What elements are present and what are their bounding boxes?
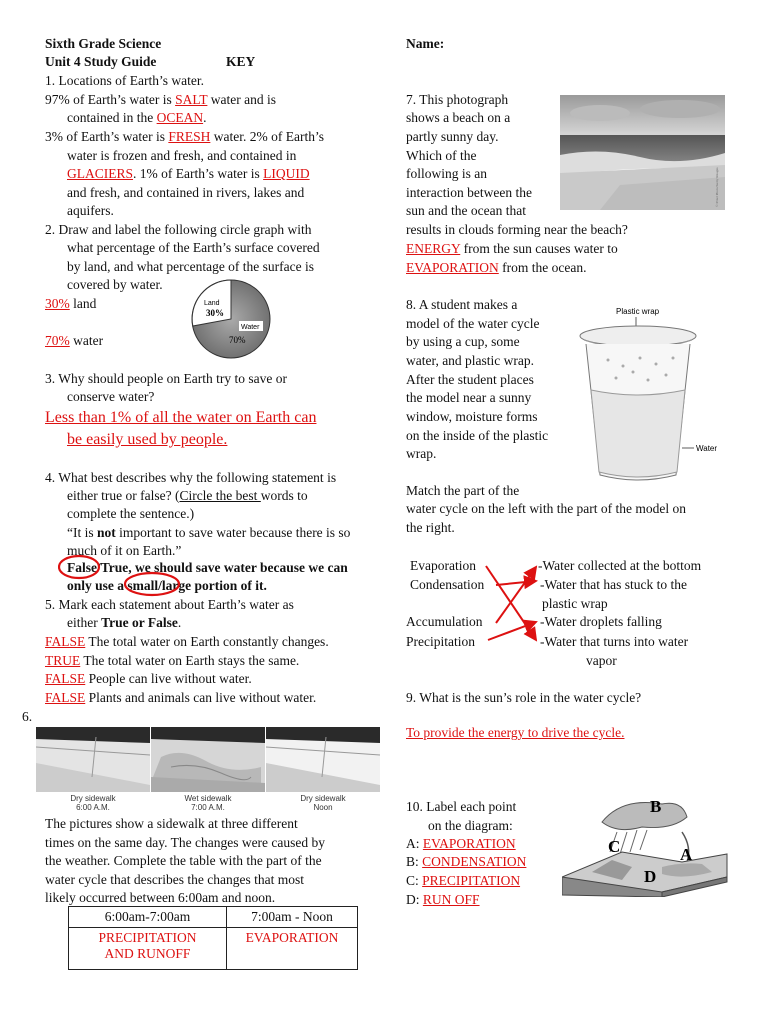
q7-answer-line1: ENERGY from the sun causes water to bbox=[406, 241, 618, 256]
q2-line1: 2. Draw and label the following circle graph with bbox=[45, 222, 312, 237]
q3-answer1: Less than 1% of all the water on Earth can bbox=[45, 409, 317, 426]
q1-line5: GLACIERS. 1% of Earth’s water is LIQUID bbox=[67, 166, 310, 181]
q5-line2: either True or False. bbox=[67, 615, 182, 630]
sidewalk-photo-wet bbox=[151, 727, 265, 792]
q4-line3: complete the sentence.) bbox=[67, 506, 195, 521]
land-answer: 30% land bbox=[45, 296, 97, 311]
q7-line8: results in clouds forming near the beach? bbox=[406, 222, 628, 237]
q10-item: C: PRECIPITATION bbox=[406, 873, 521, 888]
q7-answer-line2: EVAPORATION from the ocean. bbox=[406, 260, 587, 275]
q6-line1: The pictures show a sidewalk at three different bbox=[45, 816, 298, 831]
match-left-item: Accumulation bbox=[406, 614, 483, 629]
pie-water-label: Water bbox=[241, 324, 260, 331]
match-left-item: Precipitation bbox=[406, 634, 475, 649]
course-title: Sixth Grade Science bbox=[45, 36, 162, 51]
q10-item: B: CONDENSATION bbox=[406, 854, 527, 869]
q7-line4: Which of the bbox=[406, 148, 477, 163]
q1-line1: 97% of Earth’s water is SALT water and is bbox=[45, 92, 276, 107]
match-right-item: plastic wrap bbox=[542, 596, 608, 611]
q8-match3: the right. bbox=[406, 520, 455, 535]
match-right-item: vapor bbox=[586, 653, 617, 668]
q3-line2: conserve water? bbox=[67, 389, 155, 404]
q6-line3: the weather. Complete the table with the part of the bbox=[45, 853, 322, 868]
q1-line4: water is frozen and fresh, and contained in bbox=[67, 148, 297, 163]
q8-line5: After the student places bbox=[406, 372, 534, 387]
pie-land-pct: 30% bbox=[206, 308, 224, 318]
water-answer: 70% water bbox=[45, 333, 104, 348]
q4-answer1: False/True, we should save water because we can bbox=[67, 560, 348, 575]
q6-number: 6. bbox=[22, 709, 33, 724]
tf-item: FALSE People can live without water. bbox=[45, 671, 252, 686]
q7-line5: following is an bbox=[406, 166, 487, 181]
cup-model-diagram bbox=[578, 300, 728, 490]
name-label: Name: bbox=[406, 36, 445, 51]
cloud bbox=[602, 802, 687, 829]
q2-line2: what percentage of the Earth’s surface covered bbox=[67, 240, 320, 255]
diagram-label-a: A bbox=[680, 845, 693, 864]
q7-line3: partly sunny day. bbox=[406, 129, 499, 144]
sidewalk-photo-dry-morning bbox=[36, 727, 150, 792]
q8-line7: window, moisture forms bbox=[406, 409, 538, 424]
q10-item: A: EVAPORATION bbox=[406, 836, 516, 851]
q7-line6: interaction between the bbox=[406, 185, 532, 200]
q9-answer: To provide the energy to drive the cycle. bbox=[406, 725, 625, 740]
q8-match2: water cycle on the left with the part of the model on bbox=[406, 501, 687, 516]
water-cycle-diagram bbox=[562, 792, 732, 897]
q7-line1: 7. This photograph bbox=[406, 92, 509, 107]
arrow-accumulation bbox=[496, 567, 536, 623]
circle-false bbox=[59, 556, 99, 578]
q8-line6: the model near a sunny bbox=[406, 390, 532, 405]
q1-line2: contained in the OCEAN. bbox=[67, 110, 207, 125]
tf-item: FALSE The total water on Earth constantly changes. bbox=[45, 634, 329, 649]
q10-line1: 10. Label each point bbox=[406, 799, 517, 814]
key-label: KEY bbox=[226, 54, 256, 69]
q5-line1: 5. Mark each statement about Earth’s water as bbox=[45, 597, 294, 612]
q6-line4: water cycle that describes the changes that most bbox=[45, 872, 305, 887]
q4-line5: much of it on Earth.” bbox=[67, 543, 182, 558]
photo-credit: © Pixel Photo/Getty Images bbox=[715, 167, 719, 207]
q4-line2: either true or false? (Circle the best words to bbox=[67, 488, 308, 503]
photo-caption: Dry sidewalk 6:00 A.M. bbox=[70, 794, 116, 812]
q1-title: 1. Locations of Earth’s water. bbox=[45, 73, 204, 88]
q7-line7: sun and the ocean that bbox=[406, 203, 526, 218]
table-header-cell: 6:00am-7:00am bbox=[69, 907, 227, 928]
q1-line3: 3% of Earth’s water is FRESH water. 2% of Earth’s bbox=[45, 129, 324, 144]
pie-land-label: Land bbox=[204, 300, 220, 307]
water-label: Water bbox=[696, 444, 718, 453]
tf-item: FALSE Plants and animals can live without water. bbox=[45, 690, 317, 705]
photo-caption: Dry sidewalk Noon bbox=[300, 794, 346, 812]
q8-line9: wrap. bbox=[406, 446, 437, 461]
diagram-label-c: C bbox=[608, 837, 621, 856]
q8-line3: by using a cup, some bbox=[406, 334, 520, 349]
q10-item: D: RUN OFF bbox=[406, 892, 480, 907]
q4-answer2: only use a small/large portion of it. bbox=[67, 578, 267, 593]
match-right-item: -Water that has stuck to the bbox=[540, 577, 687, 592]
table-header-cell: 7:00am - Noon bbox=[227, 907, 358, 928]
answer-circles bbox=[58, 554, 188, 600]
q4-line4: “It is not important to save water because there is so bbox=[67, 525, 351, 540]
q2-line4: covered by water. bbox=[67, 277, 163, 292]
q10-line2: on the diagram: bbox=[428, 818, 513, 833]
q2-line3: by land, and what percentage of the surface is bbox=[67, 259, 315, 274]
diagram-label-d: D bbox=[644, 867, 657, 886]
q9-question: 9. What is the sun’s role in the water cycle? bbox=[406, 690, 642, 705]
earth-pie-chart bbox=[190, 278, 272, 360]
match-arrows bbox=[480, 555, 550, 655]
q6-line2: times on the same day. The changes were caused by bbox=[45, 835, 326, 850]
match-right-item: -Water droplets falling bbox=[540, 614, 662, 629]
q1-line7: aquifers. bbox=[67, 203, 114, 218]
match-left-item: Evaporation bbox=[410, 558, 476, 573]
diagram-label-b: B bbox=[650, 797, 662, 816]
q8-line8: on the inside of the plastic bbox=[406, 428, 549, 443]
table-cell-answer1: PRECIPITATION AND RUNOFF bbox=[69, 928, 227, 970]
q8-line4: water, and plastic wrap. bbox=[406, 353, 535, 368]
tf-item: TRUE The total water on Earth stays the same. bbox=[45, 653, 300, 668]
q8-line1: 8. A student makes a bbox=[406, 297, 518, 312]
q3-answer2: be easily used by people. bbox=[67, 431, 228, 448]
match-left-item: Condensation bbox=[410, 577, 485, 592]
q8-line2: model of the water cycle bbox=[406, 316, 540, 331]
unit-title: Unit 4 Study Guide bbox=[45, 54, 157, 69]
beach-photo bbox=[560, 95, 725, 210]
table-row bbox=[69, 928, 358, 970]
match-right-item: -Water that turns into water bbox=[540, 634, 689, 649]
arrow-condensation bbox=[496, 581, 536, 585]
table-cell-answer2: EVAPORATION bbox=[227, 928, 358, 970]
water-cycle-table bbox=[68, 906, 358, 970]
q3-line1: 3. Why should people on Earth try to save or bbox=[45, 371, 287, 386]
circle-small bbox=[125, 573, 179, 595]
q1-line6: and fresh, and contained in rivers, lakes and bbox=[67, 185, 305, 200]
pie-water-pct: 70% bbox=[229, 335, 246, 345]
table-header-row bbox=[69, 907, 358, 928]
match-right-item: -Water collected at the bottom bbox=[538, 558, 702, 573]
q4-line1: 4. What best describes why the following statement is bbox=[45, 470, 337, 485]
sidewalk-photo-dry-noon bbox=[266, 727, 380, 792]
plastic-wrap-label: Plastic wrap bbox=[616, 307, 660, 316]
q8-match1: Match the part of the bbox=[406, 483, 520, 498]
q7-line2: shows a beach on a bbox=[406, 110, 511, 125]
q6-line5: likely occurred between 6:00am and noon. bbox=[45, 890, 276, 905]
photo-caption: Wet sidewalk 7:00 A.M. bbox=[184, 794, 232, 812]
